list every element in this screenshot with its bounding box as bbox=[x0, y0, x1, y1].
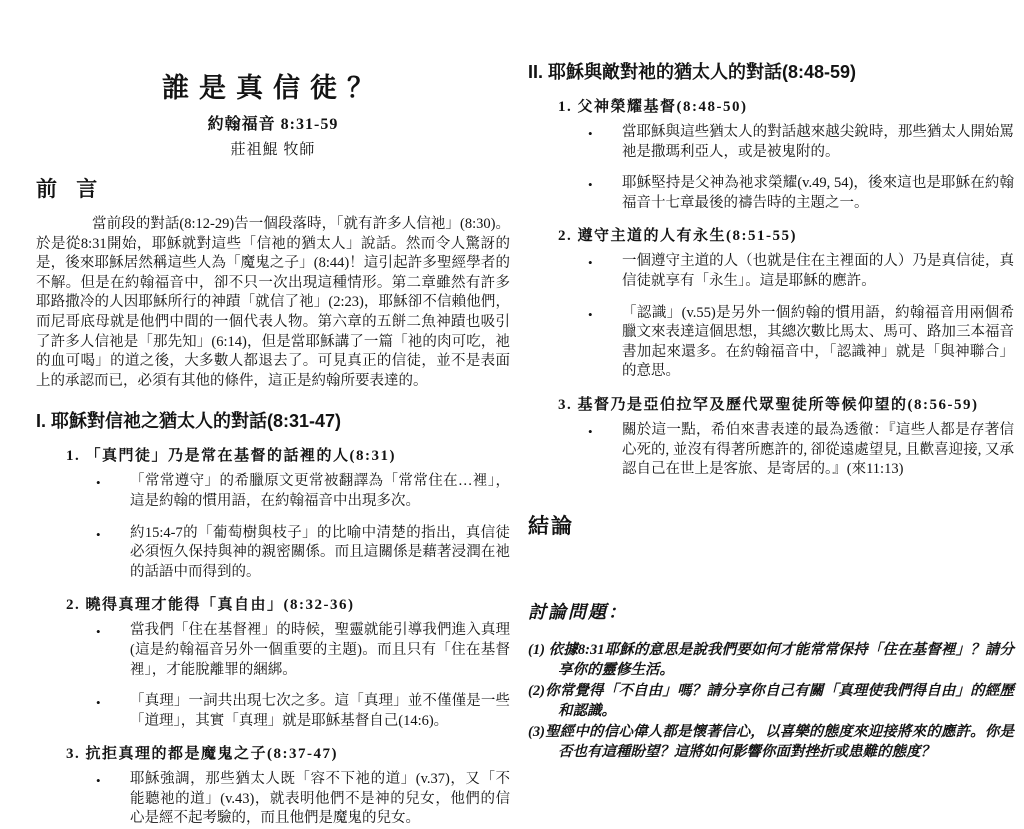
point-heading: 3. 抗拒真理的都是魔鬼之子(8:37-47) bbox=[66, 746, 338, 763]
bullet-dot-icon: • bbox=[588, 255, 593, 271]
right-column bbox=[528, 58, 1014, 763]
section-2-point-1 bbox=[528, 95, 1014, 213]
bullet-item bbox=[96, 770, 510, 829]
section-1-point-2 bbox=[36, 593, 510, 731]
section-1-heading: I. 耶穌對信祂之猶太人的對話(8:31-47) bbox=[36, 411, 342, 432]
bullet-text: 「真理」一詞共出現七次之多。這「真理」並不僅僅是一些「道理」，其實「真理」就是耶穌基督自己(14:6)。 bbox=[130, 693, 510, 729]
bullet-dot-icon: • bbox=[96, 475, 101, 491]
section-1-point-1 bbox=[36, 444, 510, 582]
bullet-text: 約15:4-7的「葡萄樹與枝子」的比喻中清楚的指出，真信徒必須恆久保持與神的親密關係。而且這關係是藉著浸潤在祂的話語中而得到的。 bbox=[130, 524, 510, 580]
bullet-text: 當耶穌與這些猶太人的對話越來越尖銳時，那些猶太人開始罵祂是撒瑪利亞人，或是被鬼附的。 bbox=[622, 124, 1014, 160]
point-heading: 3. 基督乃是亞伯拉罕及歷代眾聖徒所等候仰望的(8:56-59) bbox=[558, 396, 979, 413]
preface-paragraph: 當前段的對話(8:12-29)告一個段落時，「就有許多人信祂」(8:30)。於是從8:31開始，耶穌就對這些「信祂的猶太人」說話。然而令人驚訝的是，後來耶穌居然稱這些人為「魔鬼之子」(8:44)！這引起許多聖經學者的不解。但是在約翰福音中，卻不只一次出現這種情形。第二章雖然有許多耶路撒冷的人因耶穌所行的神蹟「就信了祂」(2:23)，耶穌卻不信賴他們，而尼哥底母就是他們中間的一個代表人物。第六章的五餅二魚神蹟也吸引了許多人信祂是「那先知」(6:14)，但是當耶穌講了一篇「祂的肉可吃，祂的血可喝」的道之後，大多數人都退去了。可見真正的信徒，並不是表面上的承認而已，必須有其他的條件，這正是約翰所要表達的。 bbox=[36, 216, 510, 389]
bullet-dot-icon: • bbox=[96, 624, 101, 640]
scripture-reference: 約翰福音 8:31-59 bbox=[207, 116, 339, 133]
bullet-text: 當我們「住在基督裡」的時候，聖靈就能引導我們進入真理(這是約翰福音另外一個重要的主題)。而且只有「住在基督裡」，才能脫離罪的綑綁。 bbox=[130, 622, 510, 678]
bullet-dot-icon: • bbox=[588, 423, 593, 439]
bullet-dot-icon: • bbox=[96, 526, 101, 542]
author-name: 莊祖鯤 牧師 bbox=[230, 142, 316, 158]
bullet-item bbox=[588, 304, 1014, 382]
bullet-text: 耶穌堅持是父神為祂求榮耀(v.49, 54)，後來這也是耶穌在約翰福音十七章最後的禱告時的主題之一。 bbox=[622, 175, 1014, 211]
bullet-item bbox=[96, 472, 510, 511]
bullet-list bbox=[36, 621, 510, 731]
bullet-item bbox=[588, 252, 1014, 291]
bullet-list bbox=[528, 123, 1014, 213]
bullet-dot-icon: • bbox=[588, 126, 593, 141]
section-1-point-3 bbox=[36, 742, 510, 829]
point-heading: 2. 遵守主道的人有永生(8:51-55) bbox=[558, 228, 797, 245]
section-2-point-2 bbox=[528, 224, 1014, 382]
bullet-item bbox=[588, 123, 1014, 162]
bullet-text: 一個遵守主道的人（也就是住在主裡面的人）乃是真信徒，真信徒就享有「永生」。這是耶穌的應許。 bbox=[622, 253, 1014, 289]
title-block bbox=[36, 66, 510, 159]
bullet-text: 耶穌強調，那些猶太人既「容不下祂的道」(v.37)，又「不能聽祂的道」(v.43)，就表明他們不是神的兒女，他們的信心是經不起考驗的，而且他們是魔鬼的兒女。 bbox=[130, 771, 510, 827]
bullet-dot-icon: • bbox=[96, 773, 101, 789]
bullet-list bbox=[36, 472, 510, 582]
bullet-list bbox=[528, 252, 1014, 382]
bullet-item bbox=[96, 621, 510, 680]
discussion-question-list bbox=[528, 640, 1014, 763]
preface-heading: 前 言 bbox=[36, 177, 105, 201]
discussion-question: (1) 依據8:31耶穌的意思是說我們要如何才能常常保持「住在基督裡」？請分享你的靈修生活。 bbox=[528, 641, 1014, 679]
left-column bbox=[36, 58, 510, 829]
point-heading: 1. 父神榮耀基督(8:48-50) bbox=[558, 99, 748, 115]
discussion-heading: 討論問題： bbox=[528, 601, 628, 622]
bullet-list bbox=[36, 770, 510, 829]
section-2-point-3 bbox=[528, 393, 1014, 480]
point-heading: 2. 曉得真理才能得「真自由」(8:32-36) bbox=[66, 597, 355, 614]
bullet-dot-icon: • bbox=[588, 306, 593, 322]
bullet-text: 「常常遵守」的希臘原文更常被翻譯為「常常住在…裡」，這是約翰的慣用語，在約翰福音中出現多次。 bbox=[130, 473, 510, 509]
bullet-text: 關於這一點，希伯來書表達的最為透徹：『這些人都是存著信心死的, 並沒有得著所應許的, 卻從遠處望見, 且歡喜迎接, 又承認自己在世上是客旅、是寄居的。』(來11:13) bbox=[622, 421, 1014, 478]
discussion-question: (3)聖經中的信心偉人都是懷著信心，以喜樂的態度來迎接將來的應許。你是否也有這種盼望？這將如何影響你面對挫折或患難的態度？ bbox=[528, 723, 1014, 761]
section-2-heading: II. 耶穌與敵對祂的猶太人的對話(8:48-59) bbox=[528, 62, 857, 82]
bullet-item bbox=[96, 692, 510, 731]
document-title: 誰是真信徒？ bbox=[162, 73, 384, 103]
point-heading: 1. 「真門徒」乃是常在基督的話裡的人(8:31) bbox=[66, 448, 396, 465]
bullet-item bbox=[96, 524, 510, 583]
bullet-list bbox=[528, 421, 1014, 480]
discussion-question: (2)你常覺得「不自由」嗎？請分享你自己有關「真理使我們得自由」的經歷和認識。 bbox=[528, 682, 1014, 720]
bullet-item bbox=[588, 174, 1014, 213]
bullet-text: 「認識」(v.55)是另外一個約翰的慣用語，約翰福音用兩個希臘文來表達這個思想，其總次數比馬太、馬可、路加三本福音書加起來還多。在約翰福音中，「認識神」就是「與神聯合」的意思。 bbox=[622, 304, 1014, 380]
conclusion-heading: 結論 bbox=[528, 513, 574, 538]
bullet-dot-icon: • bbox=[96, 695, 101, 711]
bullet-dot-icon: • bbox=[588, 177, 593, 193]
bullet-item bbox=[588, 421, 1014, 480]
